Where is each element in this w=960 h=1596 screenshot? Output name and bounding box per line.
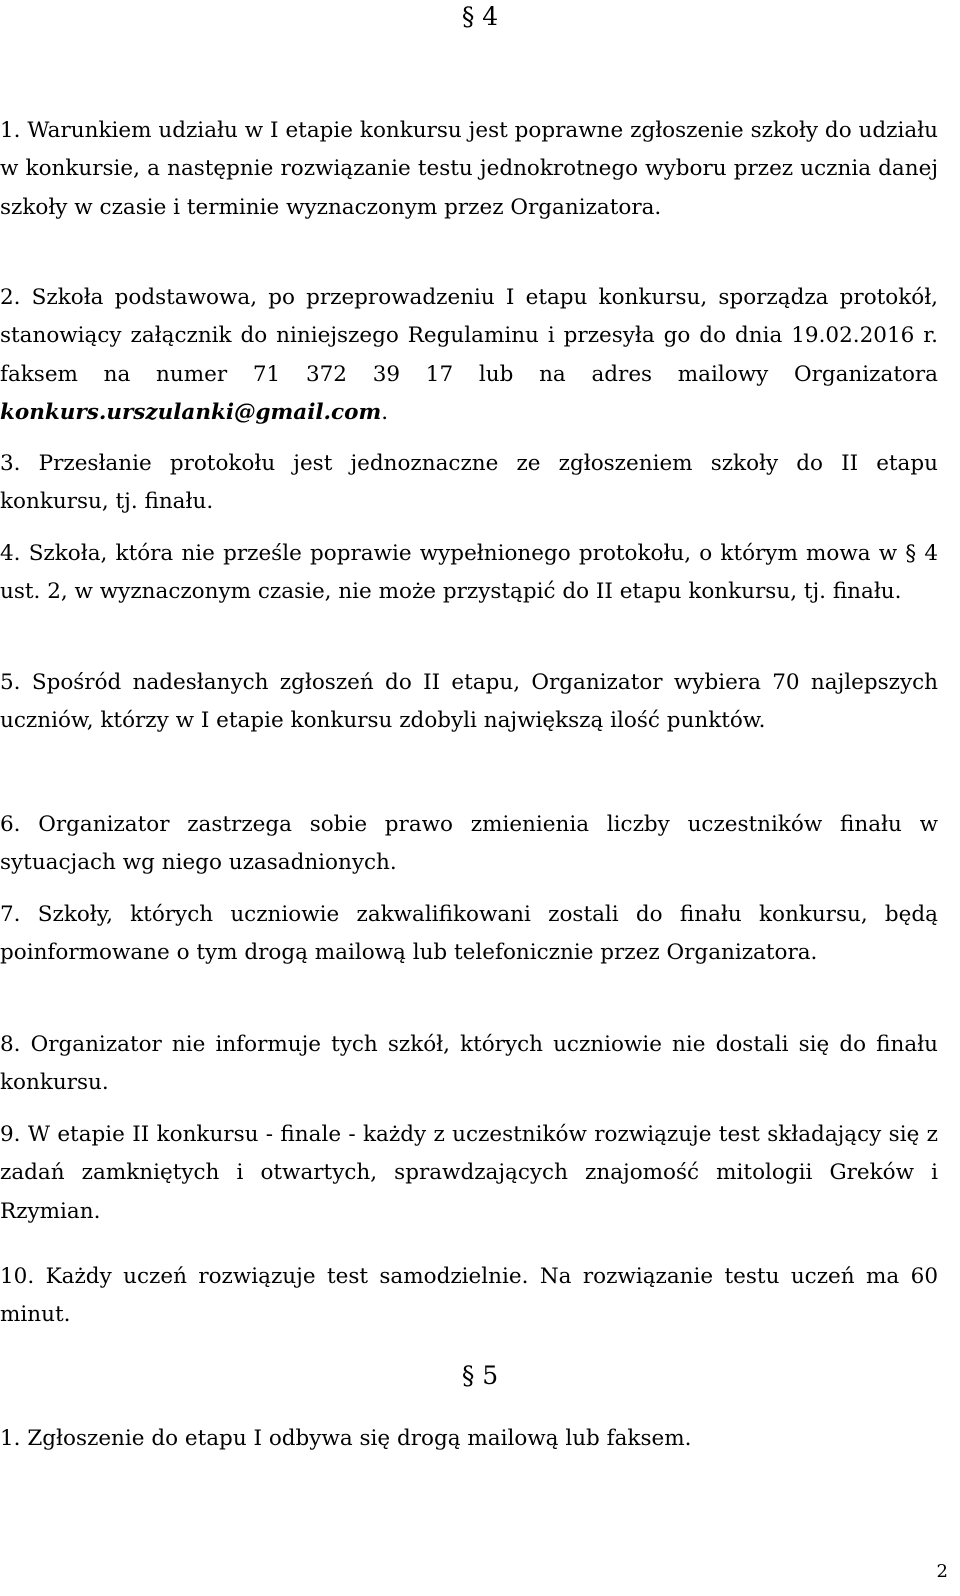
page-number: 2 bbox=[936, 1561, 948, 1582]
paragraph-4-9: 9. W etapie II konkursu - finale - każdy z uczestników rozwiązuje test składający się z zadań zamkniętych i otwartych, sprawdzających znajomość mitologii Greków i Rzymian. bbox=[0, 1122, 938, 1224]
organizer-email-link[interactable]: konkurs.urszulanki@gmail.com bbox=[0, 400, 382, 426]
paragraph-4-4: 4. Szkoła, która nie prześle poprawie wypełnionego protokołu, o którym mowa w § 4 ust. 2, w wyznaczonym czasie, nie może przystąpić do II etapu konkursu, tj. finału. bbox=[0, 541, 938, 605]
paragraph-4-1: 1. Warunkiem udziału w I etapie konkursu jest poprawne zgłoszenie szkoły do udziału w konkursie, a następnie rozwiązanie testu jednokrotnego wyboru przez ucznia danej szkoły w czasie i terminie wyznaczonym przez Organizatora. bbox=[0, 118, 938, 220]
paragraph-4-2-text: 2. Szkoła podstawowa, po przeprowadzeniu I etapu konkursu, sporządza protokół, stanowiący załącznik do niniejszego Regulaminu i przesyła go do dnia 19.02.2016 r. faksem na numer 71 372 39 17 lub na adres mailowy Organizatora bbox=[0, 285, 938, 387]
paragraph-4-6: 6. Organizator zastrzega sobie prawo zmienienia liczby uczestników finału w sytuacjach wg niego uzasadnionych. bbox=[0, 812, 938, 876]
paragraph-4-8: 8. Organizator nie informuje tych szkół, których uczniowie nie dostali się do finału konkursu. bbox=[0, 1032, 938, 1096]
section-heading-4: § 4 bbox=[461, 2, 499, 31]
paragraph-5-1: 1. Zgłoszenie do etapu I odbywa się drogą mailową lub faksem. bbox=[0, 1426, 692, 1451]
paragraph-4-2 bbox=[0, 279, 938, 433]
paragraph-4-5: 5. Spośród nadesłanych zgłoszeń do II etapu, Organizator wybiera 70 najlepszych uczniów, którzy w I etapie konkursu zdobyli największą ilość punktów. bbox=[0, 670, 938, 734]
paragraph-4-10: 10. Każdy uczeń rozwiązuje test samodzielnie. Na rozwiązanie testu uczeń ma 60 minut. bbox=[0, 1264, 938, 1328]
paragraph-4-3: 3. Przesłanie protokołu jest jednoznaczne ze zgłoszeniem szkoły do II etapu konkursu, tj. finału. bbox=[0, 451, 938, 515]
paragraph-4-2-tail: . bbox=[381, 400, 389, 426]
section-heading-5: § 5 bbox=[461, 1361, 499, 1390]
paragraph-4-7: 7. Szkoły, których uczniowie zakwalifikowani zostali do finału konkursu, będą poinformowane o tym drogą mailową lub telefonicznie przez Organizatora. bbox=[0, 902, 938, 966]
